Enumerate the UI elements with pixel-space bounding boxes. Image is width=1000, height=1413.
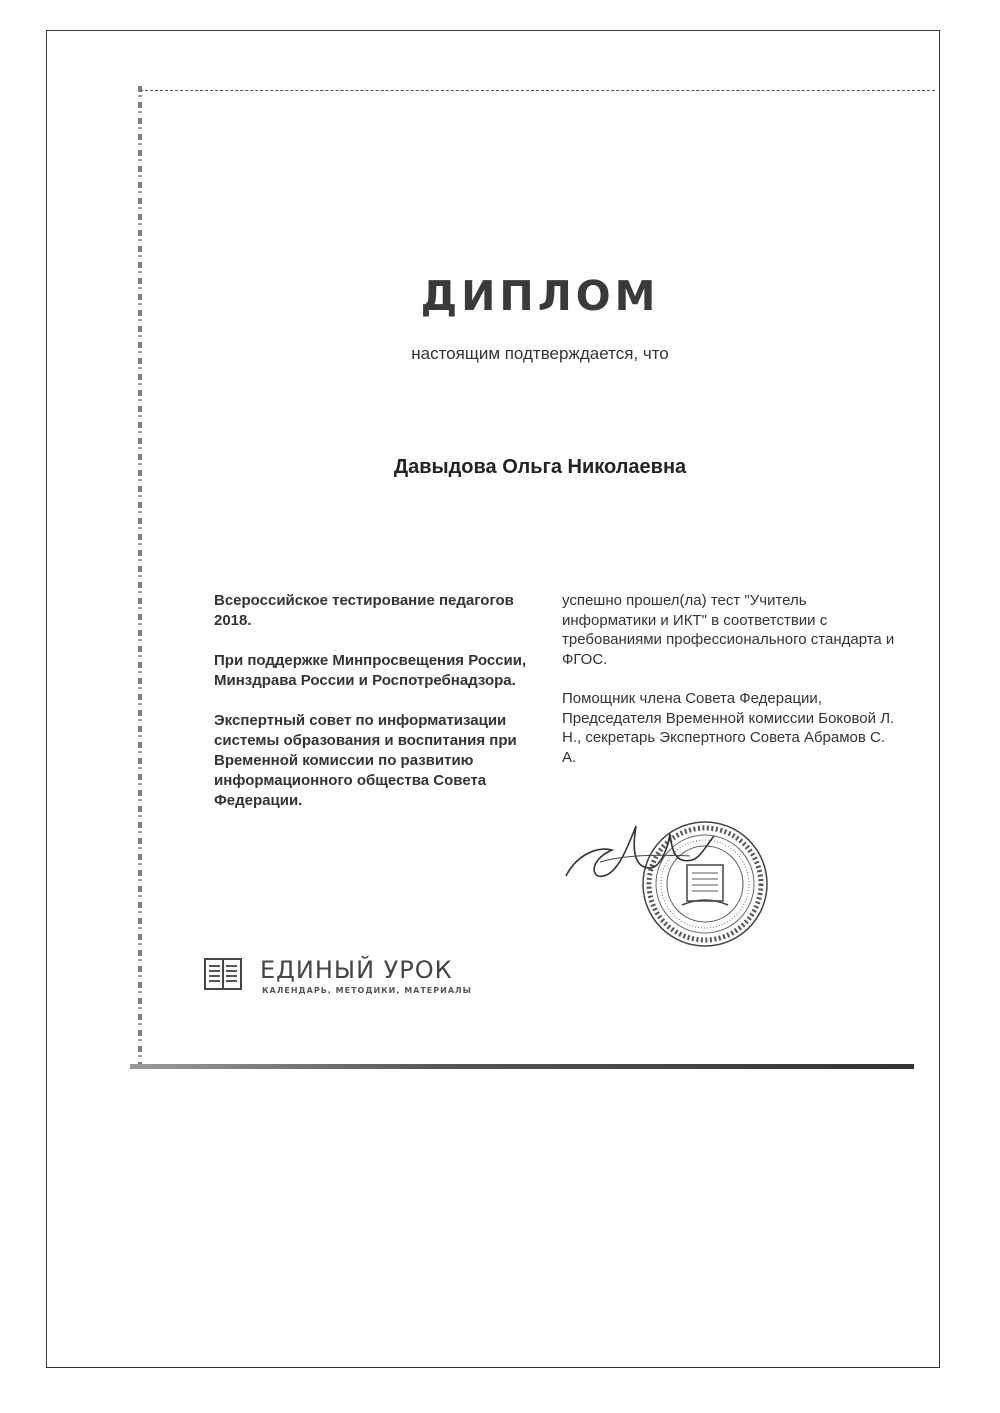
- book-logo-icon: [204, 958, 242, 990]
- signatory-text: Помощник члена Совета Федерации, Председателя Временной комиссии Боковой Л. Н., секретарь Экспертного Совета Абрамов С. А.: [562, 690, 895, 766]
- top-border-line: [140, 90, 935, 91]
- expert-council-text: Экспертный совет по информатизации системы образования и воспитания при Временной комиссии по развитию информационного общества Совета Федерации.: [214, 712, 517, 809]
- signature-icon: [560, 814, 720, 884]
- diploma-certificate: [140, 86, 940, 1086]
- logo-name: ЕДИНЫЙ УРОК: [260, 956, 453, 984]
- left-border-edge: [138, 86, 142, 1066]
- diploma-subtitle: настоящим подтверждается, что: [411, 344, 669, 363]
- diploma-title: ДИПЛОМ: [420, 272, 660, 320]
- recipient-name: Давыдова Ольга Николаевна: [393, 456, 687, 478]
- test-result-text: успешно прошел(ла) тест "Учитель информатики и ИКТ" в соответствии с требованиями профессионального стандарта и ФГОС.: [562, 592, 895, 668]
- logo: [204, 956, 504, 996]
- organizer-info: [214, 591, 544, 831]
- result-info: [562, 591, 902, 787]
- support-text: При поддержке Минпросвещения России, Минздрава России и Роспотребнадзора.: [214, 652, 527, 689]
- logo-tagline: КАЛЕНДАРЬ, МЕТОДИКИ, МАТЕРИАЛЫ: [262, 986, 472, 995]
- bottom-border-line: [130, 1064, 914, 1069]
- event-name: Всероссийское тестирование педагогов 2018.: [214, 592, 514, 629]
